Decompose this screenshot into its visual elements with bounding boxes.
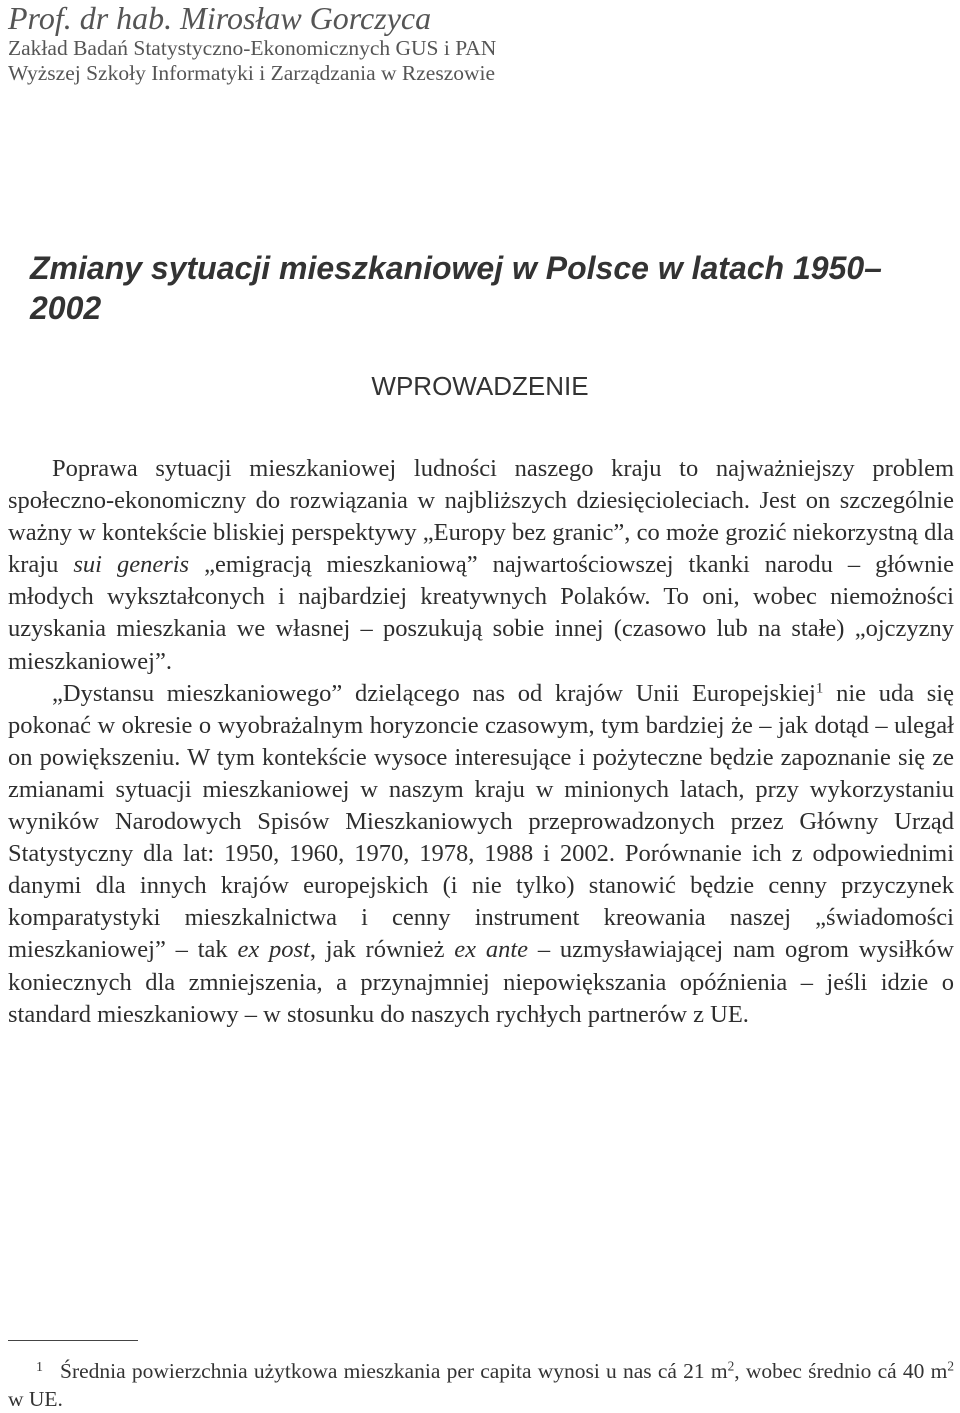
footnote-number: 1	[36, 1360, 43, 1375]
body-text	[8, 453, 954, 1031]
paragraph-1-text-2: „emigracją mieszkaniową” najwartościowszej tkanki narodu – głównie młodych wykształconych i najbardziej kreatywnych Polaków. To oni, wobec niemożności uzyskania mieszkania we własnej – poszukują sobie innej (czasowo lub na stałe) „ojczyzny mieszkaniowej”.	[8, 551, 955, 675]
paragraph-2-italic-2: ex ante	[454, 936, 529, 964]
author-block	[8, 0, 948, 86]
article-title: Zmiany sytuacji mieszkaniowej w Polsce w latach 1950–2002	[30, 250, 882, 326]
affiliation-line-1: Zakład Badań Statystyczno-Ekonomicznych GUS i PAN	[8, 36, 497, 60]
section-heading: WPROWADZENIE	[371, 371, 589, 401]
footnote	[8, 1357, 954, 1413]
paragraph-2	[8, 678, 954, 1031]
footnote-text: Średnia powierzchnia użytkowa mieszkania per capita wynosi u nas cá 21 m	[60, 1359, 728, 1383]
paragraph-2-italic-1: ex post	[237, 936, 310, 964]
affiliation-line-2: Wyższej Szkoły Informatyki i Zarządzania w Rzeszowie	[8, 61, 496, 85]
footnote-text-2: , wobec średnio cá 40 m	[734, 1359, 948, 1383]
paragraph-1-text: Poprawa sytuacji mieszkaniowej ludności naszego kraju to najważniejszy problem społeczno-ekonomiczny do rozwiązania w najbliższych dziesięcioleciach. Jest on szczególnie ważny w kontekście bliskiej perspektywy „Europy bez granic”, co może grozić niekorzystną dla kraju	[8, 455, 954, 579]
paragraph-2-text-2: nie uda się pokonać w okresie o wyobrażalnym horyzoncie czasowym, tym bardziej że – jak dotąd – ulegał on powiększeniu. W tym kontekście wysoce interesujące i pożyteczne będzie zapoznanie się ze zmianami sytuacji mieszkaniowej w naszym kraju w minionych latach, przy wykorzystaniu wyników Narodowych Spisów Mieszkaniowych przeprowadzonych przez Główny Urząd Statystyczny dla lat: 1950, 1960, 1970, 1978, 1988 i 2002. Porównanie ich z odpowiednimi danymi dla innych krajów europejskich (i nie tylko) stanowić będzie cenny przyczynek komparatystyki mieszkalnictwa i cenny instrument kreowania naszej „świadomości mieszkaniowej” – tak	[8, 679, 954, 964]
paragraph-2-text-3: , jak również	[309, 936, 455, 964]
footnote-text-3: w UE.	[8, 1387, 63, 1411]
footnote-sup-2: 2	[947, 1358, 955, 1374]
author-name: Prof. dr hab. Mirosław Gorczyca	[8, 0, 432, 36]
paragraph-1	[8, 453, 954, 678]
paragraph-1-italic: sui generis	[73, 551, 190, 579]
footnote-sup-1: 2	[727, 1358, 735, 1374]
paragraph-2-text-4: – uzmysławiającej nam ogrom wysiłków koniecznych dla zmniejszenia, a przynajmniej niepowiększania opóźnienia – jeśli idzie o standard mieszkaniowy – w stosunku do naszych rychłych partnerów z UE.	[8, 936, 955, 1028]
paragraph-2-text: „Dystansu mieszkaniowego” dzielącego nas od krajów Unii Europejskiej	[52, 679, 816, 707]
footnote-separator	[8, 1340, 138, 1341]
footnote-reference[interactable]: 1	[815, 679, 824, 697]
